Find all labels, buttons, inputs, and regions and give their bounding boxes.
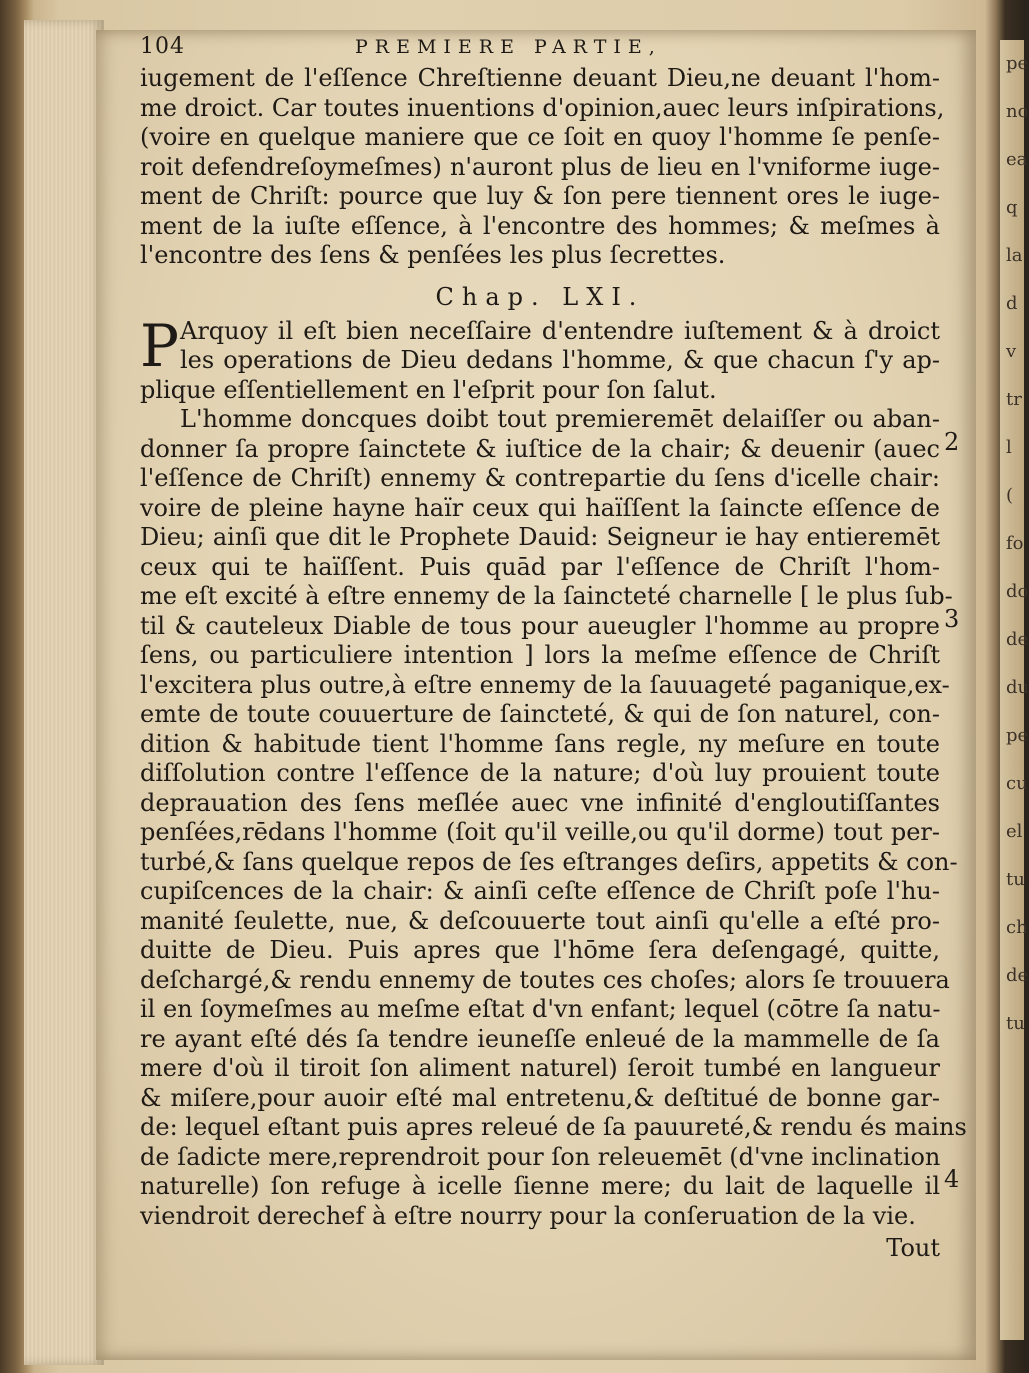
facing-page-text: tu [1006, 1013, 1025, 1034]
facing-page-text: cu [1006, 773, 1028, 794]
text-line: dition & habitude tient l'homme ſans regle, ny meſure en toute [140, 729, 940, 758]
facing-page-text: v [1006, 341, 1017, 362]
text-line: re ayant eſté dés ſa tendre ieuneſſe enleué de la mammelle de ſa [140, 1024, 940, 1053]
catchword: Tout [886, 1234, 940, 1262]
text-line: deprauation des ſens meſlée auec vne infinité d'engloutiſſantes [140, 788, 940, 817]
text-line: ment de la iuſte eſſence, à l'encontre des hommes; & meſmes à [140, 211, 940, 240]
page-edges [24, 20, 104, 1365]
text-line: de ſadicte mere,reprendroit pour ſon releuemēt (d'vne inclination [140, 1142, 941, 1171]
text-line: me eſt excité à eſtre ennemy de la ſaincteté charnelle [ le plus ſub- [140, 582, 953, 610]
text-line: plique eſſentiellement en l'eſprit pour ſon ſalut. [140, 375, 717, 404]
facing-page-text: pe [1006, 53, 1029, 74]
text-line: ceux qui te haïſſent. Puis quād par l'eſſence de Chriſt l'hom- [140, 552, 940, 581]
text-block [140, 34, 967, 1263]
text-line: viendroit derechef à eſtre nourry pour la conſeruation de la vie. [140, 1201, 916, 1230]
facing-page-text: tu [1006, 869, 1025, 890]
facing-page-text: de [1006, 965, 1029, 986]
text-line: roit defendreſoymeſmes) n'auront plus de lieu en l'vniforme iuge- [140, 152, 940, 181]
folio-number: 104 [140, 34, 185, 59]
facing-page-text: no [1006, 101, 1029, 122]
text-line: naturelle) ſon refuge à icelle ſienne mere; du lait de laquelle il [140, 1172, 940, 1200]
margin-number: 4 [944, 1165, 960, 1193]
drop-capital: P [140, 311, 180, 380]
text-line: & miſere,pour auoir eſté mal entretenu,& deſtitué de bonne gar- [140, 1083, 940, 1112]
chapter-heading: Chap. LXI. [435, 282, 645, 311]
margin-number: 2 [944, 428, 960, 456]
text-line: cupiſcences de la chair: & ainſi ceſte eſſence de Chriſt poſe l'hu- [140, 877, 940, 905]
chapter-opening [140, 311, 940, 380]
text-line: L'homme doncques doibt tout premieremēt delaiſſer ou aban- [180, 405, 940, 433]
chapter-body [140, 375, 967, 1232]
text-line: manité ſeulette, nue, & deſcouuerte tout ainſi qu'elle a eſté pro- [140, 906, 940, 935]
text-line: (voire en quelque maniere que ce ſoit en quoy l'homme ſe penſe- [140, 123, 940, 151]
text-line: l'encontre des ſens & penſées les plus ſecrettes. [140, 241, 726, 269]
text-line: me droict. Car toutes inuentions d'opinion,auec leurs inſpirations, [140, 93, 945, 122]
text-line: turbé,& ſans quelque repos de ſes eſtranges deſirs, appetits & con- [140, 847, 958, 876]
facing-page-text: la [1006, 245, 1023, 266]
text-line: penſées,rēdans l'homme (ſoit qu'il veille,ou qu'il dorme) tout per- [140, 818, 940, 846]
text-line: de: lequel eſtant puis apres releué de ſa pauureté,& rendu és mains [140, 1113, 967, 1141]
facing-page-text: l [1006, 437, 1012, 458]
facing-page-text: ch [1006, 917, 1028, 938]
text-line: l'eſſence de Chriſt) ennemy & contrepartie du ſens d'icelle chair: [140, 464, 940, 492]
text-line: les operations de Dieu dedans l'homme, & que chacun ſ'y ap- [180, 346, 940, 374]
facing-page-text: de [1006, 629, 1029, 650]
facing-page-text: ( [1006, 485, 1014, 506]
text-line: iugement de l'eſſence Chreſtienne deuant Dieu,ne deuant l'hom- [140, 64, 940, 92]
page-header [140, 34, 940, 64]
facing-page-text: tr [1006, 389, 1022, 410]
paragraph-end-of-chapter [140, 64, 945, 271]
text-line: mere d'où il tiroit ſon aliment naturel) ſeroit tumbé en langueur [140, 1054, 940, 1082]
margin-number: 3 [944, 605, 960, 633]
text-line: ment de Chriſt: pource que luy & ſon pere tiennent ores le iuge- [140, 182, 940, 210]
facing-page-fragment [1000, 40, 1029, 1340]
text-line: ſens, ou particuliere intention ] lors la meſme eſſence de Chriſt [140, 641, 940, 669]
facing-page-text: el [1006, 821, 1023, 842]
facing-page-text: fo [1006, 533, 1024, 554]
facing-page-text: ea [1006, 149, 1028, 170]
text-line: donner ſa propre ſainctete & iuſtice de la chair; & deuenir (auec [140, 434, 940, 463]
text-line: voire de pleine hayne haïr ceux qui haïſſent la ſaincte eſſence de [140, 493, 940, 522]
text-line: deſchargé,& rendu ennemy de toutes ces choſes; alors ſe trouuera [140, 965, 950, 994]
text-line: l'excitera plus outre,à eſtre ennemy de la ſauuageté paganique,ex- [140, 670, 950, 699]
text-line: diſſolution contre l'eſſence de la nature; d'où luy prouient toute [140, 759, 940, 787]
text-line: Dieu; ainſi que dit le Prophete Dauid: Seigneur ie hay entieremēt [140, 523, 940, 551]
text-line: Arquoy il eſt bien neceſſaire d'entendre iuſtement & à droict [180, 316, 940, 345]
facing-page-text: du [1006, 677, 1029, 698]
text-line: til & cauteleux Diable de tous pour aueugler l'homme au propre [140, 611, 940, 640]
running-title: PREMIERE PARTIE, [355, 36, 662, 58]
facing-page-text: d [1006, 293, 1018, 314]
facing-page-text: q [1006, 197, 1018, 218]
text-line: duitte de Dieu. Puis apres que l'hōme ſera deſengagé, quitte, [140, 936, 940, 964]
facing-page-text: do [1006, 581, 1029, 602]
text-line: emte de toute couuerture de ſaincteté, & qui de ſon naturel, con- [140, 700, 940, 728]
text-line: il en ſoymeſmes au meſme eſtat d'vn enfant; lequel (cōtre ſa natu- [140, 995, 941, 1023]
facing-page-text: pe [1006, 725, 1029, 746]
